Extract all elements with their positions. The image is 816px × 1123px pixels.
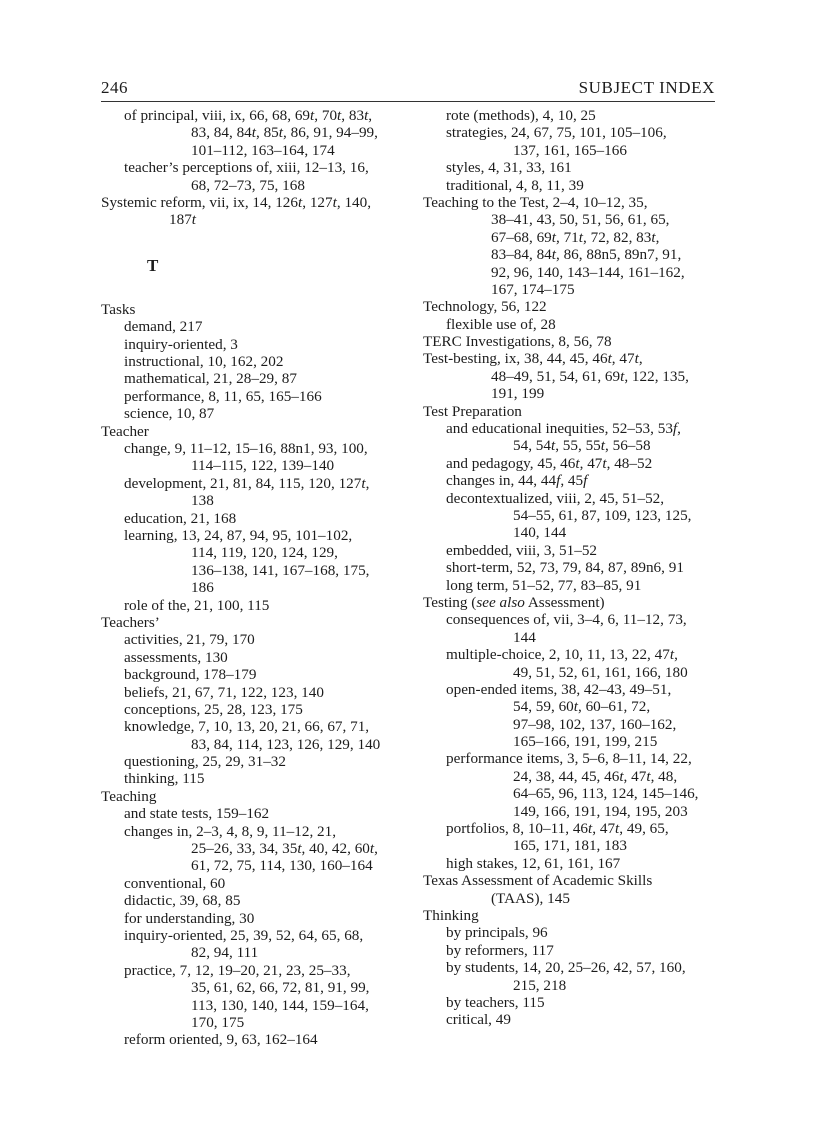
index-subentry: traditional, 4, 8, 11, 39 <box>446 176 584 194</box>
index-subentry: short-term, 52, 73, 79, 84, 87, 89n6, 91 <box>446 559 684 577</box>
index-subentry: by reformers, 117 <box>446 941 554 959</box>
index-continuation: 54, 54t, 55, 55t, 56–58 <box>513 437 651 455</box>
index-subentry: embedded, viii, 3, 51–52 <box>446 541 598 559</box>
index-continuation: 64–65, 96, 113, 124, 145–146, <box>513 785 699 803</box>
index-continuation: 165–166, 191, 199, 215 <box>513 733 658 751</box>
index-subentry: knowledge, 7, 10, 13, 20, 21, 66, 67, 71, <box>124 718 370 736</box>
index-continuation: 165, 171, 181, 183 <box>513 837 627 855</box>
index-subentry: for understanding, 30 <box>124 909 255 927</box>
index-continuation: 48–49, 51, 54, 61, 69t, 122, 135, <box>491 367 689 385</box>
index-entry: Teaching <box>101 787 157 805</box>
index-subentry: assessments, 130 <box>124 648 228 666</box>
index-continuation: 38–41, 43, 50, 51, 56, 61, 65, <box>491 211 670 229</box>
page-number: 246 <box>101 78 128 97</box>
index-subentry: changes in, 2–3, 4, 8, 9, 11–12, 21, <box>124 822 337 840</box>
index-subentry: conceptions, 25, 28, 123, 175 <box>124 700 303 718</box>
index-continuation: 136–138, 141, 167–168, 175, <box>191 561 370 579</box>
index-entry: Teacher <box>101 422 149 440</box>
index-continuation: 83–84, 84t, 86, 88n5, 89n7, 91, <box>491 246 682 264</box>
index-continuation: 138 <box>191 492 214 510</box>
index-subentry: development, 21, 81, 84, 115, 120, 127t, <box>124 474 370 492</box>
index-continuation: 186 <box>191 579 214 597</box>
index-subentry: long term, 51–52, 77, 83–85, 91 <box>446 576 642 594</box>
index-continuation: 101–112, 163–164, 174 <box>191 141 335 159</box>
index-continuation: 61, 72, 75, 114, 130, 160–164 <box>191 857 373 875</box>
index-subentry: mathematical, 21, 28–29, 87 <box>124 370 297 388</box>
index-continuation: 113, 130, 140, 144, 159–164, <box>191 996 369 1014</box>
index-subentry: high stakes, 12, 61, 161, 167 <box>446 854 621 872</box>
index-continuation: 97–98, 102, 137, 160–162, <box>513 715 677 733</box>
index-subentry: demand, 217 <box>124 318 203 336</box>
index-entry: Thinking <box>423 906 479 924</box>
index-continuation: 49, 51, 52, 61, 161, 166, 180 <box>513 663 688 681</box>
index-continuation: 35, 61, 62, 66, 72, 81, 91, 99, <box>191 979 370 997</box>
index-subentry: instructional, 10, 162, 202 <box>124 353 284 371</box>
index-entry: Testing (see also Assessment) <box>423 593 605 611</box>
index-continuation: 68, 72–73, 75, 168 <box>191 176 305 194</box>
index-continuation: 167, 174–175 <box>491 280 575 298</box>
index-subentry: portfolios, 8, 10–11, 46t, 47t, 49, 65, <box>446 820 669 838</box>
index-entry: Technology, 56, 122 <box>423 298 547 316</box>
index-subentry: reform oriented, 9, 63, 162–164 <box>124 1031 318 1049</box>
index-subentry: of principal, viii, ix, 66, 68, 69t, 70t, 83t, <box>124 107 373 124</box>
index-subentry: and pedagogy, 45, 46t, 47t, 48–52 <box>446 454 653 472</box>
index-continuation: 114–115, 122, 139–140 <box>191 457 335 475</box>
page-header <box>101 78 715 100</box>
index-subentry: learning, 13, 24, 87, 94, 95, 101–102, <box>124 527 353 544</box>
index-subentry: by students, 14, 20, 25–26, 42, 57, 160, <box>446 959 686 977</box>
index-subentry: activities, 21, 79, 170 <box>124 631 255 649</box>
index-continuation: 54–55, 61, 87, 109, 123, 125, <box>513 506 692 524</box>
running-title: SUBJECT INDEX <box>578 78 715 97</box>
section-gap <box>101 229 406 249</box>
index-subentry: critical, 49 <box>446 1011 511 1029</box>
index-continuation: 215, 218 <box>513 976 567 994</box>
index-continuation: 144 <box>513 628 536 646</box>
index-subentry: science, 10, 87 <box>124 405 215 423</box>
header-rule <box>101 101 715 102</box>
index-continuation: (TAAS), 145 <box>491 889 570 907</box>
index-entry: Test Preparation <box>423 402 522 420</box>
index-continuation: 54, 59, 60t, 60–61, 72, <box>513 698 651 716</box>
index-subentry: change, 9, 11–12, 15–16, 88n1, 93, 100, <box>124 440 368 458</box>
index-subentry: beliefs, 21, 67, 71, 122, 123, 140 <box>124 683 324 701</box>
index-subentry: questioning, 25, 29, 31–32 <box>124 753 286 771</box>
index-subentry: styles, 4, 31, 33, 161 <box>446 159 572 177</box>
index-continuation: 92, 96, 140, 143–144, 161–162, <box>491 263 685 281</box>
index-subentry: teacher’s perceptions of, xiii, 12–13, 16, <box>124 159 369 177</box>
index-continuation: 114, 119, 120, 124, 129, <box>191 544 338 562</box>
index-subentry: education, 21, 168 <box>124 509 237 527</box>
index-subentry: inquiry-oriented, 3 <box>124 335 238 353</box>
index-entry: TERC Investigations, 8, 56, 78 <box>423 333 612 351</box>
index-continuation: 149, 166, 191, 194, 195, 203 <box>513 802 688 820</box>
index-subentry: thinking, 115 <box>124 770 205 788</box>
index-subentry: background, 178–179 <box>124 666 257 684</box>
index-entry: Teachers’ <box>101 613 160 631</box>
index-continuation: 170, 175 <box>191 1013 245 1031</box>
index-continuation: 24, 38, 44, 45, 46t, 47t, 48, <box>513 767 678 785</box>
index-subentry: multiple-choice, 2, 10, 11, 13, 22, 47t, <box>446 646 678 664</box>
index-subentry: decontextualized, viii, 2, 45, 51–52, <box>446 489 665 507</box>
index-entry: Tasks <box>101 300 136 318</box>
index-entry: Texas Assessment of Academic Skills <box>423 872 653 890</box>
index-subentry: performance items, 3, 5–6, 8–11, 14, 22, <box>446 750 692 768</box>
index-subentry: inquiry-oriented, 25, 39, 52, 64, 65, 68, <box>124 926 364 944</box>
index-continuation: 140, 144 <box>513 524 567 542</box>
index-continuation: 83, 84, 114, 123, 126, 129, 140 <box>191 735 381 753</box>
index-subentry: flexible use of, 28 <box>446 315 556 333</box>
index-subentry: consequences of, vii, 3–4, 6, 11–12, 73, <box>446 611 687 629</box>
section-letter: T <box>147 255 159 275</box>
index-subentry: role of the, 21, 100, 115 <box>124 596 270 614</box>
index-continuation: 191, 199 <box>491 385 545 403</box>
index-continuation: 67–68, 69t, 71t, 72, 82, 83t, <box>491 228 660 246</box>
index-subentry: open-ended items, 38, 42–43, 49–51, <box>446 680 672 698</box>
index-subentry: didactic, 39, 68, 85 <box>124 892 241 910</box>
section-gap <box>101 284 406 301</box>
index-subentry: strategies, 24, 67, 75, 101, 105–106, <box>446 124 667 142</box>
index-subentry: conventional, 60 <box>124 874 226 892</box>
index-subentry: and educational inequities, 52–53, 53f, <box>446 420 681 438</box>
index-subentry: and state tests, 159–162 <box>124 805 270 823</box>
index-continuation: 187t <box>169 211 197 229</box>
index-subentry: by principals, 96 <box>446 924 548 942</box>
index-column-left <box>101 107 406 1049</box>
index-continuation: 137, 161, 165–166 <box>513 141 627 159</box>
index-subentry: practice, 7, 12, 19–20, 21, 23, 25–33, <box>124 961 351 979</box>
index-entry: Teaching to the Test, 2–4, 10–12, 35, <box>423 193 648 211</box>
index-subentry: rote (methods), 4, 10, 25 <box>446 107 596 124</box>
index-column-right <box>423 107 723 1029</box>
index-subentry: by teachers, 115 <box>446 993 545 1011</box>
index-subentry: performance, 8, 11, 65, 165–166 <box>124 387 322 405</box>
index-entry: Test-besting, ix, 38, 44, 45, 46t, 47t, <box>423 350 643 368</box>
index-continuation: 25–26, 33, 34, 35t, 40, 42, 60t, <box>191 840 378 858</box>
index-continuation: 82, 94, 111 <box>191 944 259 962</box>
index-entry: Systemic reform, vii, ix, 14, 126t, 127t, 140, <box>101 193 372 211</box>
index-subentry: changes in, 44, 44f, 45f <box>446 472 588 490</box>
index-continuation: 83, 84, 84t, 85t, 86, 91, 94–99, <box>191 124 378 142</box>
